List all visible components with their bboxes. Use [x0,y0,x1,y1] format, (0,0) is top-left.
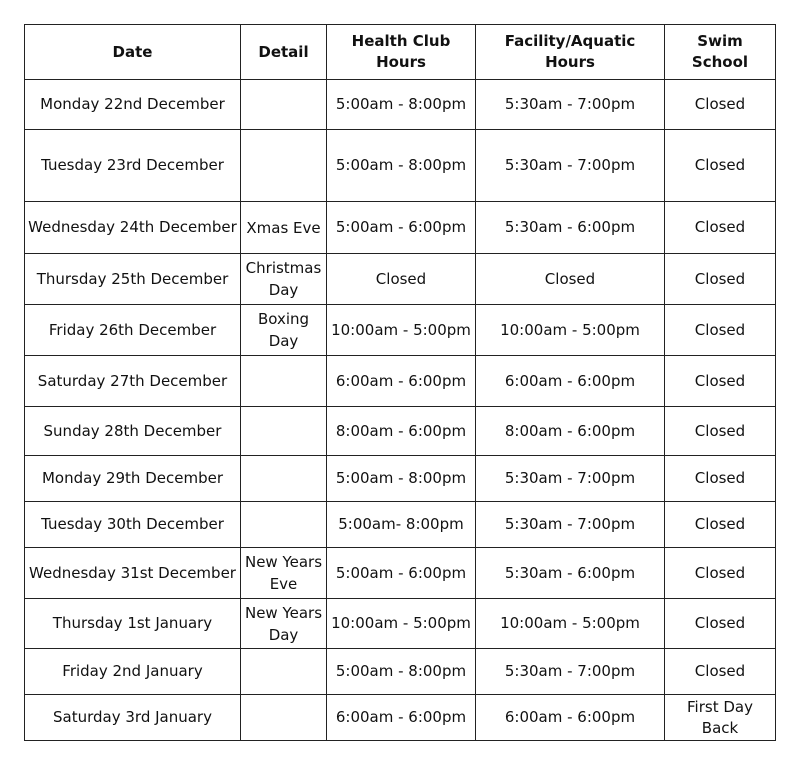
detail-cell [241,80,327,130]
swim-school-cell: Closed [665,130,776,202]
swim-school-cell: Closed [665,202,776,254]
facility-aquatic-hours-cell: 6:00am - 6:00pm [476,356,665,407]
table-row [25,130,776,202]
table-row [25,305,776,356]
date-cell: Thursday 1st January [25,599,241,649]
facility-aquatic-hours-cell: 5:30am - 6:00pm [476,548,665,599]
header-health-club-hours: Health Club Hours [327,25,476,80]
facility-aquatic-hours-cell: 5:30am - 6:00pm [476,202,665,254]
detail-cell [241,456,327,502]
facility-aquatic-hours-cell: 5:30am - 7:00pm [476,502,665,548]
health-club-hours-cell: 5:00am - 8:00pm [327,130,476,202]
health-club-hours-cell: 5:00am - 8:00pm [327,80,476,130]
swim-school-cell: Closed [665,305,776,356]
date-cell: Wednesday 24th December [25,202,241,254]
swim-school-cell: First Day Back [665,695,776,741]
date-cell: Wednesday 31st December [25,548,241,599]
swim-school-cell: Closed [665,80,776,130]
health-club-hours-cell: 10:00am - 5:00pm [327,305,476,356]
facility-aquatic-hours-cell: 5:30am - 7:00pm [476,130,665,202]
health-club-hours-cell: 5:00am - 8:00pm [327,456,476,502]
date-cell: Monday 29th December [25,456,241,502]
table-row [25,356,776,407]
holiday-hours-table [24,24,776,741]
facility-aquatic-hours-cell: 5:30am - 7:00pm [476,80,665,130]
table-row [25,695,776,741]
facility-aquatic-hours-cell: 10:00am - 5:00pm [476,305,665,356]
date-cell: Monday 22nd December [25,80,241,130]
date-cell: Friday 2nd January [25,649,241,695]
detail-cell [241,649,327,695]
swim-school-cell: Closed [665,649,776,695]
header-swim-school: Swim School [665,25,776,80]
detail-cell: Boxing Day [241,305,327,356]
header-date: Date [25,25,241,80]
facility-aquatic-hours-cell: 6:00am - 6:00pm [476,695,665,741]
detail-cell [241,356,327,407]
health-club-hours-cell: 5:00am - 8:00pm [327,649,476,695]
table-row [25,407,776,456]
facility-aquatic-hours-cell: 10:00am - 5:00pm [476,599,665,649]
date-cell: Saturday 27th December [25,356,241,407]
facility-aquatic-hours-cell: 5:30am - 7:00pm [476,456,665,502]
detail-cell [241,130,327,202]
table-row [25,456,776,502]
header-detail: Detail [241,25,327,80]
header-facility-aquatic-hours: Facility/Aquatic Hours [476,25,665,80]
detail-cell [241,695,327,741]
facility-aquatic-hours-cell: 8:00am - 6:00pm [476,407,665,456]
detail-cell [241,502,327,548]
swim-school-cell: Closed [665,599,776,649]
detail-cell [241,407,327,456]
detail-cell: Xmas Eve [241,202,327,254]
health-club-hours-cell: 5:00am- 8:00pm [327,502,476,548]
swim-school-cell: Closed [665,548,776,599]
header-row [25,25,776,80]
date-cell: Thursday 25th December [25,254,241,305]
health-club-hours-cell: 8:00am - 6:00pm [327,407,476,456]
detail-cell: Christmas Day [241,254,327,305]
table-row [25,599,776,649]
swim-school-cell: Closed [665,456,776,502]
detail-cell: New Years Eve [241,548,327,599]
date-cell: Saturday 3rd January [25,695,241,741]
swim-school-cell: Closed [665,407,776,456]
swim-school-cell: Closed [665,356,776,407]
health-club-hours-cell: 10:00am - 5:00pm [327,599,476,649]
table-row [25,254,776,305]
date-cell: Sunday 28th December [25,407,241,456]
detail-cell: New Years Day [241,599,327,649]
date-cell: Tuesday 30th December [25,502,241,548]
table-row [25,502,776,548]
facility-aquatic-hours-cell: Closed [476,254,665,305]
table-row [25,80,776,130]
health-club-hours-cell: 6:00am - 6:00pm [327,356,476,407]
health-club-hours-cell: 6:00am - 6:00pm [327,695,476,741]
table-row [25,649,776,695]
health-club-hours-cell: 5:00am - 6:00pm [327,548,476,599]
date-cell: Friday 26th December [25,305,241,356]
swim-school-cell: Closed [665,254,776,305]
health-club-hours-cell: Closed [327,254,476,305]
health-club-hours-cell: 5:00am - 6:00pm [327,202,476,254]
table-row [25,202,776,254]
swim-school-cell: Closed [665,502,776,548]
facility-aquatic-hours-cell: 5:30am - 7:00pm [476,649,665,695]
table-row [25,548,776,599]
date-cell: Tuesday 23rd December [25,130,241,202]
